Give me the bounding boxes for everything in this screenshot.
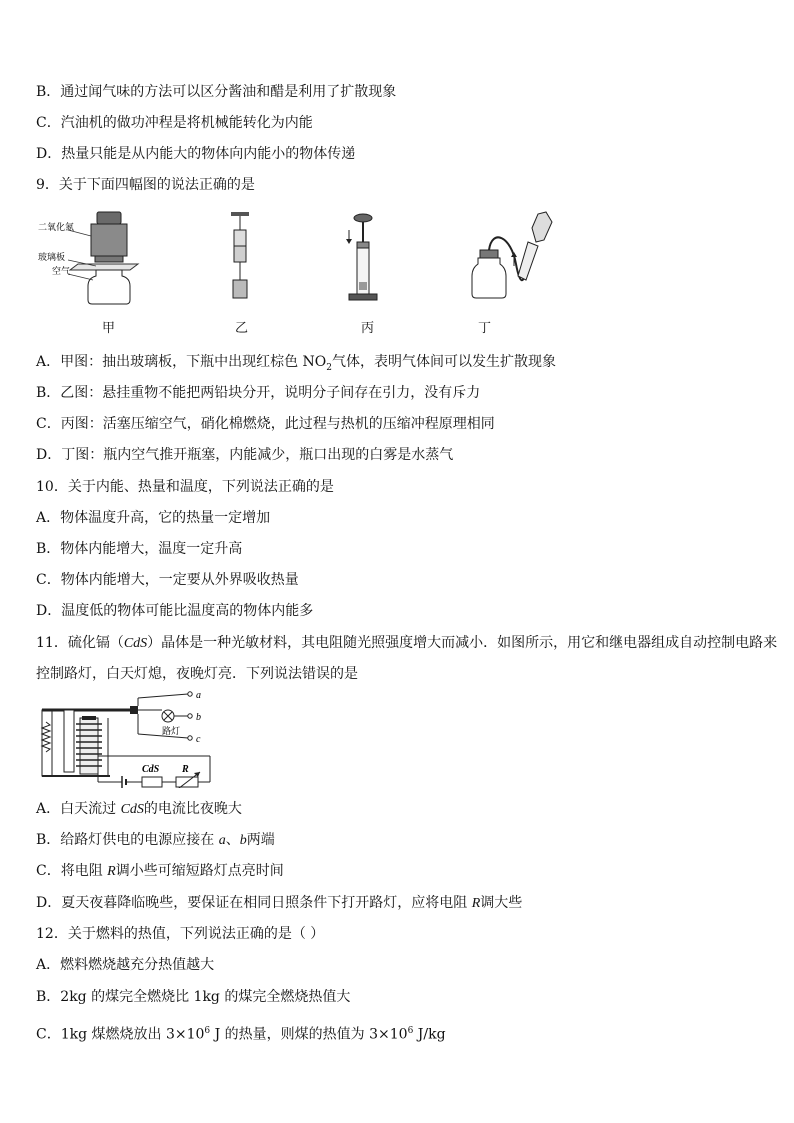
cds-resistor	[142, 777, 162, 787]
weight	[233, 280, 247, 298]
q9-option-d: D．丁图：瓶内空气推开瓶塞，内能减少，瓶口出现的白雾是水蒸气	[36, 447, 454, 463]
q10-option-a: A．物体温度升高，它的热量一定增加	[36, 510, 271, 526]
caption-yi: 乙	[235, 321, 249, 336]
pump	[518, 242, 538, 280]
label-cds: CdS	[142, 764, 160, 775]
q10-stem: 10．关于内能、热量和温度，下列说法正确的是	[36, 479, 334, 495]
upper-bottle	[91, 212, 127, 262]
q11-stem-line2: 控制路灯，白天灯熄，夜晚灯亮．下列说法错误的是	[36, 666, 358, 682]
label-glass-plate: 玻璃板	[38, 253, 66, 263]
q11-option-a: A．白天流过 CdS的电流比夜晚大	[36, 801, 242, 817]
label-air: 空气	[52, 267, 71, 277]
bottle	[472, 258, 506, 298]
q10-option-d: D．温度低的物体可能比温度高的物体内能多	[36, 603, 314, 619]
terminal-c	[188, 736, 192, 740]
lead-block-upper	[234, 230, 246, 246]
q12-option-b: B．2kg 的煤完全燃烧比 1kg 的煤完全燃烧热值大	[36, 989, 351, 1005]
label-r: R	[182, 764, 189, 775]
q8-option-d: D．热量只能是从内能大的物体向内能小的物体传递	[36, 146, 356, 162]
stopper	[480, 250, 498, 258]
piston-handle	[354, 214, 372, 222]
label-a: a	[196, 690, 201, 701]
contact	[130, 706, 138, 714]
q11-option-b: B．给路灯供电的电源应接在 a、b两端	[36, 832, 275, 848]
figure-jia-diffusion	[38, 208, 148, 308]
hand	[532, 212, 552, 242]
q12-option-c: C．1kg 煤燃烧放出 $3\times 10^6$ J 的热量，则煤的热值为 $3\times 10^6$ J/kg	[36, 1026, 446, 1043]
caption-bing: 丙	[361, 321, 375, 336]
label-c: c	[196, 734, 201, 745]
label-b: b	[196, 712, 201, 723]
q10-option-c: C．物体内能增大，一定要从外界吸收热量	[36, 572, 299, 588]
q9-option-a: A．甲图：抽出玻璃板，下瓶中出现红棕色 $NO_2$气体，表明气体间可以发生扩散现象	[36, 354, 557, 373]
down-arrow-icon	[346, 239, 352, 244]
q11-stem-line1: 11．硫化镉（CdS）晶体是一种光敏材料，其电阻随光照强度增大而减小．如图所示，用它和继电器组成自动控制电路来	[36, 635, 778, 651]
base	[349, 294, 377, 300]
figure-bing-piston	[343, 212, 383, 304]
q12-option-a: A．燃料燃烧越充分热值越大	[36, 957, 215, 973]
lead-block-lower	[234, 246, 246, 262]
label-lamp: 路灯	[162, 727, 181, 737]
figure-relay-circuit	[38, 688, 218, 788]
q8-option-c: C．汽油机的做功冲程是将机械能转化为内能	[36, 115, 313, 131]
figure-ding-pump-bottle	[466, 208, 566, 304]
q11-option-c: C．将电阻 R调小些可缩短路灯点亮时间	[36, 863, 284, 879]
q9-stem: 9．关于下面四幅图的说法正确的是	[36, 177, 255, 193]
terminal-a	[188, 692, 192, 696]
terminal-b	[188, 714, 192, 718]
label-no2: 二氧化氮	[38, 223, 75, 233]
q10-option-b: B．物体内能增大，温度一定升高	[36, 541, 243, 557]
caption-jia: 甲	[102, 321, 116, 336]
figure-yi-lead-blocks	[224, 212, 258, 304]
q9-option-c: C．丙图：活塞压缩空气，硝化棉燃烧，此过程与热机的压缩冲程原理相同	[36, 416, 495, 432]
q11-option-d: D．夏天夜暮降临晚些，要保证在相同日照条件下打开路灯，应将电阻 R调大些	[36, 895, 523, 911]
caption-ding: 丁	[478, 321, 492, 336]
q8-option-b: B．通过闻气味的方法可以区分酱油和醋是利用了扩散现象	[36, 84, 397, 100]
lower-bottle	[88, 270, 130, 304]
q9-option-b: B．乙图：悬挂重物不能把两铅块分开，说明分子间存在引力，没有斥力	[36, 385, 481, 401]
glass-plate	[70, 264, 138, 270]
q12-stem: 12．关于燃料的热值，下列说法正确的是（ ）	[36, 926, 325, 942]
